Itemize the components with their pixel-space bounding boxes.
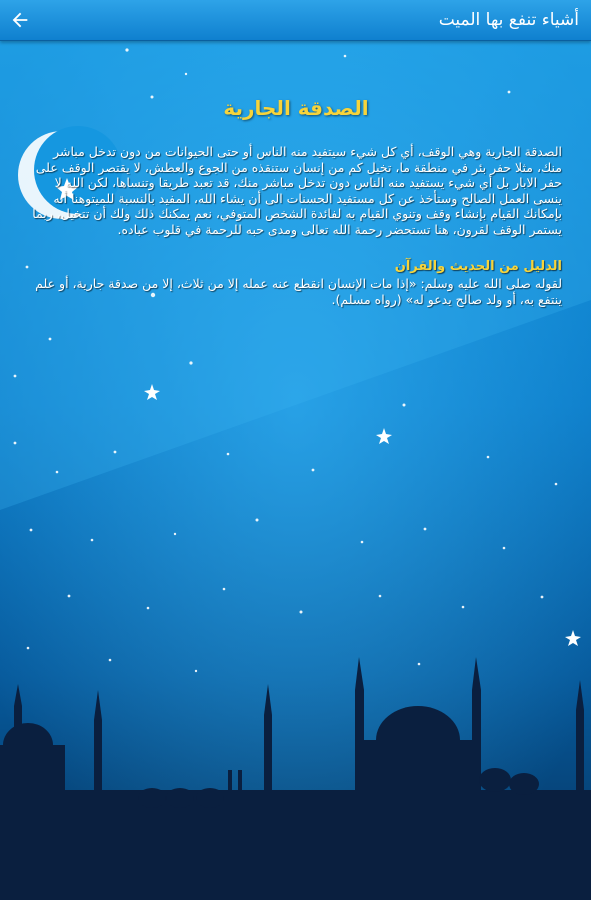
back-button[interactable] [4,4,36,36]
app-bar [0,0,591,41]
evidence-text: لقوله صلى الله عليه وسلم: «إذا مات الإنسان انقطع عنه عمله إلا من ثلاث، إلا من صدقة جارية، أو علم ينتفع به، أو ولد صالح يدعو له» (رواه مسلم). [35,276,562,307]
article-body: الصدقة الجارية وهي الوقف، أي كل شيء سيتفيد منه الناس أو حتى الحيوانات من دون تدخل مباشر منك، مثلا حفر بئر في منطقة ما، تخيل كم من إنسان ستنقذه من الجوع والعطش، لا يقتصر الوقف على حفر الابار بل أي شيء يستفيد منه الناس دون تدخل مباشر منك، قد تعبد طريقا وتنساها، لكن الله لا ينسى العمل الصالح وستأخذ عن كل مستفيد الحسنات الى أن يشاء الله، المفيد بالنسبة للميتوهنا أنه بإمكانك القيام بإنشاء وقف وتنوي القيام به لفائدة الشخص المتوفي، نعم يمكنك ذلك ولك أن تتخيل، ربما يستمر الوقف لقرون، هنا تستحضر رحمة الله تعالى ومدى حبه للرحمة في قلوب عباده. [32,144,562,237]
article-content [30,96,562,307]
page-title: أشياء تنفع بها الميت [438,10,579,30]
arrow-back-icon [9,9,31,31]
article-title: الصدقة الجارية [223,96,369,120]
evidence-heading: الدليل من الحديث والقرآن [394,259,562,274]
